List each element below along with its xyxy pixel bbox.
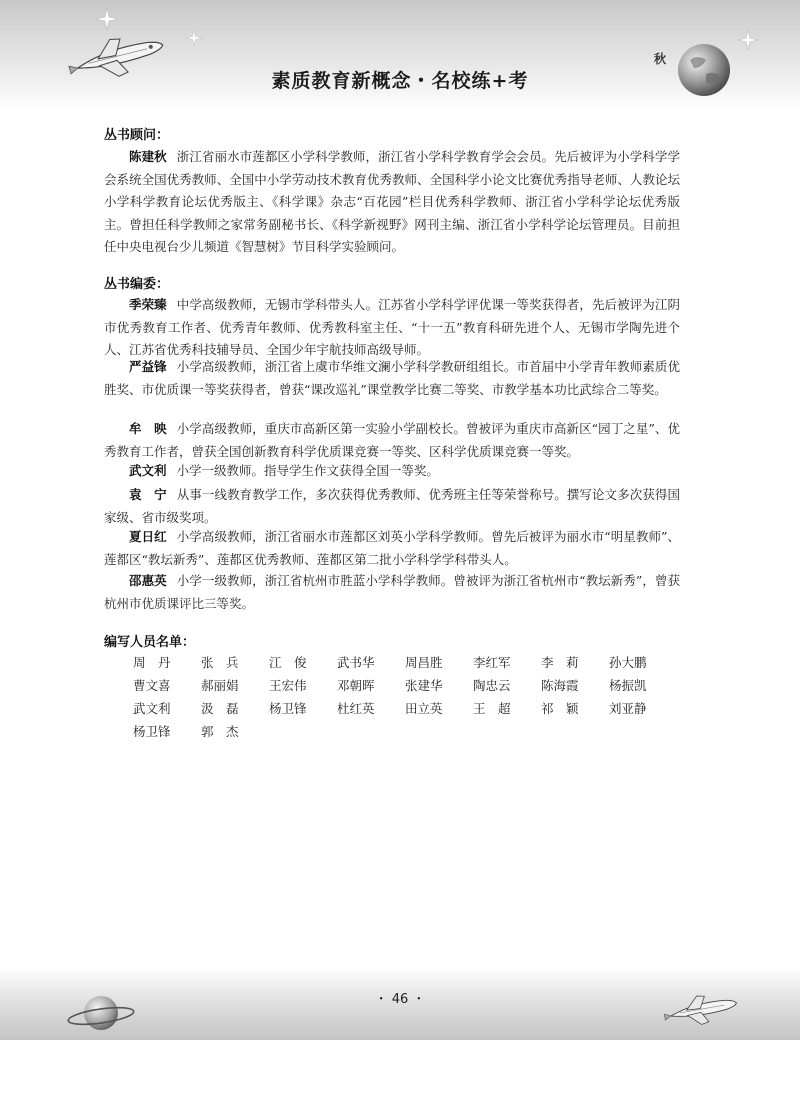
- person-name: 武文利: [129, 463, 167, 478]
- writer-name: 周 丹: [133, 655, 171, 670]
- writer-name: 张 兵: [201, 655, 239, 670]
- writer-name: 李红军: [473, 655, 511, 670]
- writer-name: 田立英: [405, 701, 443, 716]
- person-name: 夏日红: [129, 529, 167, 544]
- writer-name: 陶忠云: [473, 678, 511, 693]
- writer-name: 武书华: [337, 655, 375, 670]
- editor-paragraph: [104, 294, 680, 362]
- person-name: 严益锋: [129, 359, 167, 374]
- writer-name: 周昌胜: [405, 655, 443, 670]
- editor-paragraph: [104, 484, 680, 529]
- advisor-paragraph: [104, 146, 680, 259]
- writer-name: 武文利: [133, 701, 171, 716]
- writers-name-grid: [133, 652, 693, 743]
- writer-name: 祁 颖: [541, 701, 579, 716]
- person-bio: 中学高级教师，无锡市学科带头人。江苏省小学科学评优课一等奖获得者，先后被评为江阴市优秀教育工作者、优秀青年教师、优秀教科室主任、“十一五”教育科研先进个人、无锡市学陶先进个人、江苏省优秀科技辅导员、全国少年宇航技师高级导师。: [104, 297, 680, 357]
- editor-paragraph: [104, 460, 680, 483]
- writer-name: 孙大鹏: [609, 655, 647, 670]
- writer-name: 郝丽娟: [201, 678, 239, 693]
- star-icon: [96, 8, 118, 30]
- writer-name: 汲 磊: [201, 701, 239, 716]
- writer-name: 陈海霞: [541, 678, 579, 693]
- person-bio: 小学一级教师。指导学生作文获得全国一等奖。: [176, 463, 440, 478]
- person-name: 邵惠英: [129, 573, 167, 588]
- editor-paragraph: [104, 570, 680, 615]
- person-name: 陈建秋: [129, 149, 167, 164]
- person-bio: 小学高级教师，浙江省丽水市莲都区刘英小学科学教师。曾先后被评为丽水市“明星教师”、莲都区“教坛新秀”、莲都区优秀教师、莲都区第二批小学科学学科带头人。: [104, 529, 680, 567]
- writer-name: 曹文喜: [133, 678, 171, 693]
- star-icon: [738, 30, 758, 50]
- writer-name: 杨卫锋: [269, 701, 307, 716]
- editor-paragraph: [104, 526, 680, 571]
- space-shuttle-icon: [664, 986, 740, 1032]
- person-name: 牟 映: [129, 421, 167, 436]
- editors-heading: 丛书编委：: [104, 277, 170, 292]
- person-name: 季荣臻: [129, 297, 167, 312]
- writer-name: 郭 杰: [201, 724, 239, 739]
- person-bio: 从事一线教育教学工作，多次获得优秀教师、优秀班主任等荣誉称号。撰写论文多次获得国家级、省市级奖项。: [104, 487, 680, 525]
- advisor-heading: 丛书顾问：: [104, 128, 170, 143]
- writer-name: 杨卫锋: [133, 724, 171, 739]
- person-bio: 小学高级教师，浙江省上虞市华维文澜小学科学教研组组长。市首届中小学青年教师素质优胜奖、市优质课一等奖获得者，曾获“课改巡礼”课堂教学比赛二等奖、市教学基本功比武综合二等奖。: [104, 359, 680, 397]
- writer-name: 王 超: [473, 701, 511, 716]
- writer-name: 张建华: [405, 678, 443, 693]
- writer-name: 杜红英: [337, 701, 375, 716]
- person-bio: 浙江省丽水市莲都区小学科学教师，浙江省小学科学教育学会会员。先后被评为小学科学学会系统全国优秀教师、全国中小学劳动技术教育优秀教师、全国科学小论文比赛优秀指导老师、人教论坛小学科学教育论坛优秀版主、《科学课》杂志“百花园”栏目优秀科学教师、浙江省小学科学论坛优秀版主。曾担任科学教师之家常务副秘书长、《科学新视野》网刊主编、浙江省小学科学论坛管理员。目前担任中央电视台少儿频道《智慧树》节目科学实验顾问。: [104, 149, 680, 254]
- writer-name: 杨振凯: [609, 678, 647, 693]
- editor-paragraph: [104, 356, 680, 401]
- person-bio: 小学一级教师，浙江省杭州市胜蓝小学科学教师。曾被评为浙江省杭州市“教坛新秀”，曾获杭州市优质课评比三等奖。: [104, 573, 680, 611]
- season-label: 秋: [654, 52, 667, 66]
- person-name: 袁 宁: [129, 487, 167, 502]
- star-icon: [186, 30, 202, 46]
- writer-name: 江 俊: [269, 655, 307, 670]
- writer-name: 李 莉: [541, 655, 579, 670]
- person-bio: 小学高级教师，重庆市高新区第一实验小学副校长。曾被评为重庆市高新区“园丁之星”、优秀教育工作者，曾获全国创新教育科学优质课竞赛一等奖、区科学优质课竞赛一等奖。: [104, 421, 680, 459]
- writer-name: 刘亚静: [609, 701, 647, 716]
- ringed-planet-icon: [66, 990, 136, 1036]
- writer-name: 王宏伟: [269, 678, 307, 693]
- writer-name: 邓朝晖: [337, 678, 375, 693]
- editor-paragraph: [104, 418, 680, 463]
- book-title: 素质教育新概念・名校练+考: [271, 70, 529, 92]
- page-number: ・ 46 ・: [374, 992, 426, 1007]
- writers-heading: 编写人员名单：: [104, 635, 196, 650]
